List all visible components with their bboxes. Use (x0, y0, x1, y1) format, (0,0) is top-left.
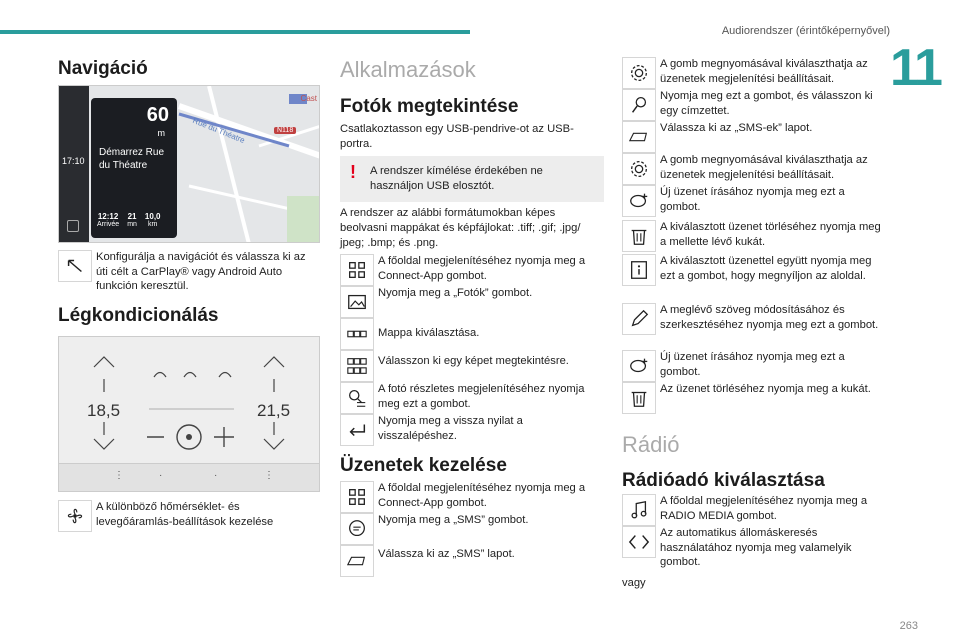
sms-icon (340, 513, 374, 545)
photo-step-text: Válasszon ki egy képet megtekintésre. (378, 355, 569, 367)
sms-option-text: Nyomja meg ezt a gombot, és válasszon ki egy címzettet. (660, 90, 873, 117)
sms-option-row (622, 254, 886, 286)
radio-step-row (622, 526, 886, 570)
section-title-navigation: Navigáció (58, 58, 148, 79)
trash-icon (622, 382, 656, 414)
radio-step-row (622, 494, 886, 526)
message-step-text: A főoldal megjelenítéséhez nyomja meg a Connect-App gombot. (378, 482, 586, 509)
climate-bottom-bar (59, 463, 320, 491)
photos-intro: Csatlakoztasson egy USB-pendrive-ot az USB-portra. (340, 123, 574, 150)
sms-option-row (622, 121, 886, 153)
photo-step-row (340, 286, 604, 318)
sms-option-text: Új üzenet írásához nyomja meg ezt a gombot. (660, 351, 845, 378)
route-badge: N118 (274, 127, 296, 134)
new-message-icon (622, 350, 656, 382)
header-accent-bar (0, 30, 470, 34)
usb-warning-box (340, 156, 604, 202)
sms-option-row (622, 303, 886, 335)
details-page-icon (622, 254, 656, 286)
navigation-screen-image (58, 85, 320, 243)
apps-grid-icon (340, 481, 374, 513)
message-step-text: Nyomja meg a „SMS” gombot. (378, 514, 529, 526)
menu-dots: ⋮ (114, 470, 124, 481)
distance-unit: m (157, 128, 165, 138)
subsection-title-photos: Fotók megtekintése (340, 96, 519, 117)
climate-screen-image (58, 336, 320, 492)
sms-option-row (622, 89, 886, 121)
photo-step-row (340, 382, 604, 414)
sms-option-text: A gomb megnyomásával kiválaszthatja az üzenetek megjelenítési beállításait. (660, 154, 868, 181)
message-step-row (340, 513, 604, 545)
apps-grid-icon (340, 254, 374, 286)
chapter-number: 11 (890, 39, 941, 97)
warning-text: A rendszer kímélése érdekében ne használjon USB elosztót. (370, 165, 543, 192)
radio-step-text: A főoldal megjelenítéséhez nyomja meg a RADIO MEDIA gombot. (660, 495, 868, 522)
trip-stats: 12:12 Arrivée 21 mn 10,0 km (97, 212, 161, 228)
climate-description: A különböző hőmérséklet- és levegőáramlás-beállítások kezelése (96, 501, 274, 528)
sms-option-row (622, 350, 886, 382)
running-header: Audiorendszer (érintőképernyővel) (721, 25, 890, 37)
subsection-title-radio-select: Rádióadó kiválasztása (622, 470, 825, 491)
warning-icon: ! (350, 162, 356, 182)
folder-grid-icon (340, 318, 374, 350)
sms-option-text: A meglévő szöveg módosításához és szerkesztéséhez nyomja meg ezt a gombot. (660, 304, 879, 331)
place-label: Cast (300, 94, 317, 103)
trash-icon (622, 220, 656, 252)
sms-option-row (622, 185, 886, 217)
photo-step-text: A főoldal megjelenítéséhez nyomja meg a Connect-App gombot. (378, 255, 586, 282)
sms-option-row (622, 57, 886, 89)
nav-description: Konfigurálja a navigációt és válassza ki az úti célt a CarPlay® vagy Android Auto funkción keresztül. (96, 251, 306, 292)
menu-dot: · (214, 470, 218, 481)
menu-dots: ⋮ (264, 470, 274, 481)
guidance-card (91, 98, 177, 238)
new-message-icon (622, 185, 656, 217)
page-number: 263 (899, 620, 918, 632)
climate-info-row (58, 500, 320, 532)
temperature-right: 21,5 (257, 401, 291, 420)
fan-icon (58, 500, 92, 532)
edit-pencil-icon (622, 303, 656, 335)
photos-icon (340, 286, 374, 318)
photo-step-text: Nyomja meg a „Fotók” gombot. (378, 287, 533, 299)
music-note-icon (622, 494, 656, 526)
radio-or-text: vagy (622, 577, 646, 589)
sms-option-row (622, 153, 886, 185)
photo-step-text: Nyomja meg a vissza nyilat a visszalépéshez. (378, 415, 523, 442)
search-contact-icon (622, 89, 656, 121)
sms-option-text: Új üzenet írásához nyomja meg ezt a gombot. (660, 186, 845, 213)
sms-option-text: Az üzenet törléséhez nyomja meg a kukát. (660, 383, 871, 395)
temperature-left: 18,5 (87, 401, 121, 420)
sms-option-text: Válassza ki az „SMS-ek” lapot. (660, 122, 813, 134)
photo-step-row (340, 318, 604, 350)
message-step-text: Válassza ki az „SMS” lapot. (378, 548, 515, 560)
photo-step-row (340, 414, 604, 446)
home-icon (67, 220, 79, 232)
sms-option-row (622, 382, 886, 414)
supported-formats: A rendszer az alábbi formátumokban képes beolvasni mappákat és képfájlokat: .tiff; .gif; .jpg/ jpeg; .bmp; és .png. (340, 207, 581, 249)
back-arrow-icon (340, 414, 374, 446)
details-icon (340, 382, 374, 414)
sms-option-text: A kiválasztott üzenettel együtt nyomja meg ezt a gombot, hogy megnyíljon az aloldal. (660, 255, 872, 282)
photo-step-text: Mappa kiválasztása. (378, 327, 480, 339)
sms-option-text: A gomb megnyomásával kiválaszthatja az üzenetek megjelenítési beállításait. (660, 58, 868, 85)
nav-info-row (58, 250, 320, 294)
subsection-title-messages: Üzenetek kezelése (340, 455, 507, 476)
navigation-arrow-icon (58, 250, 92, 282)
section-title-apps: Alkalmazások (340, 57, 476, 82)
carplay-sidebar (59, 86, 89, 243)
road-label: Rue du Théatre (191, 115, 247, 146)
section-title-radio: Rádió (622, 432, 680, 457)
sms-option-row (622, 220, 886, 252)
photo-step-row (340, 350, 604, 382)
tab-icon (622, 121, 656, 153)
tab-icon (340, 545, 374, 577)
settings-gear-icon (622, 153, 656, 185)
distance-value: 60 (146, 104, 169, 126)
clock: 17:10 (62, 156, 85, 166)
message-step-row (340, 481, 604, 513)
menu-dot: · (159, 470, 163, 481)
sms-option-text: A kiválasztott üzenet törléséhez nyomja meg a mellette lévő kukát. (660, 221, 881, 248)
prev-next-arrows-icon (622, 526, 656, 558)
photo-step-text: A fotó részletes megjelenítéséhez nyomja meg ezt a gombot. (378, 383, 585, 410)
message-step-row (340, 545, 604, 577)
section-title-climate: Légkondicionálás (58, 305, 219, 326)
settings-gear-icon (622, 57, 656, 89)
photo-step-row (340, 254, 604, 286)
image-grid-icon (340, 350, 374, 382)
destination-label: Démarrez Rue du Théatre (99, 147, 165, 171)
radio-step-text: Az automatikus állomáskeresés használatához nyomja meg valamelyik gombot. (660, 527, 852, 568)
